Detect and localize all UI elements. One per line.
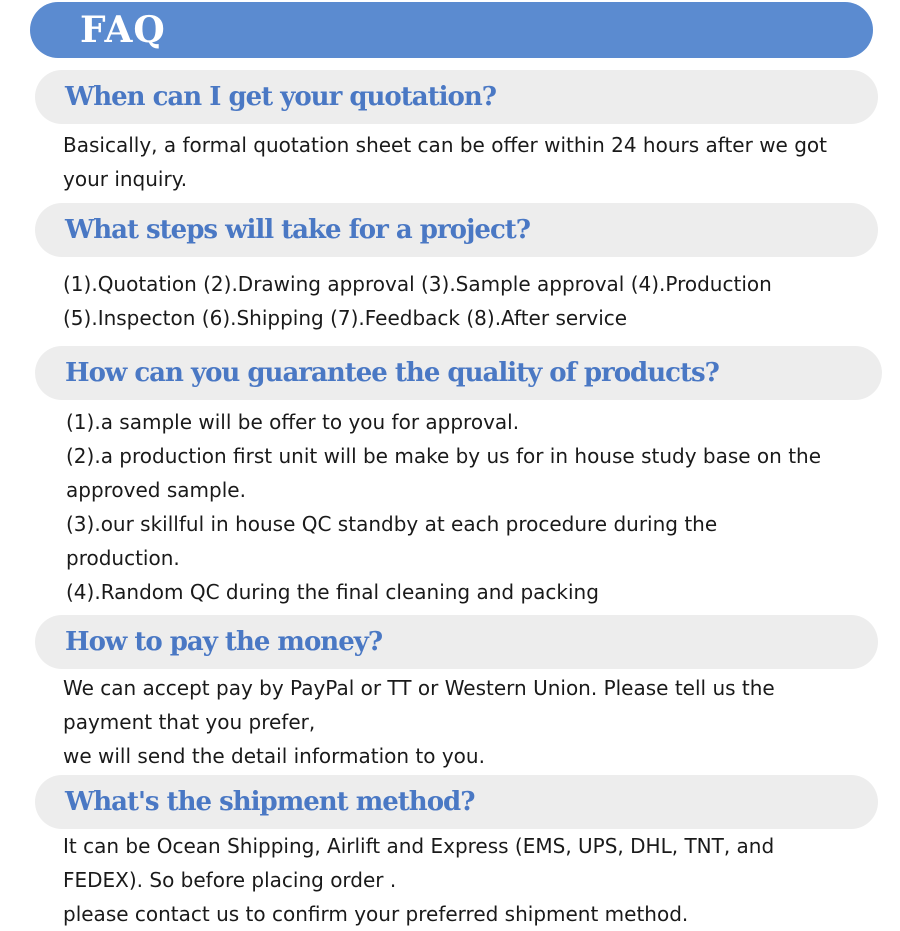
faq-question-bar bbox=[35, 70, 878, 124]
faq-question-bar bbox=[35, 775, 878, 829]
answer-line: (4).Random QC during the final cleaning and packing bbox=[66, 580, 599, 604]
faq-question-bar bbox=[35, 615, 878, 669]
faq-question: What steps will take for a project? bbox=[65, 215, 531, 245]
answer-line: (1).Quotation (2).Drawing approval (3).Sample approval (4).Production bbox=[63, 272, 772, 296]
answer-line: payment that you prefer, bbox=[63, 710, 316, 734]
faq-answer bbox=[63, 267, 772, 335]
answer-line: (5).Inspecton (6).Shipping (7).Feedback (8).After service bbox=[63, 306, 628, 330]
faq-question: How to pay the money? bbox=[65, 627, 383, 657]
faq-answer bbox=[63, 671, 775, 773]
faq-question: How can you guarantee the quality of products? bbox=[65, 358, 719, 388]
answer-line: We can accept pay by PayPal or TT or Western Union. Please tell us the bbox=[63, 676, 775, 700]
faq-answer bbox=[66, 405, 821, 609]
answer-line: (1).a sample will be offer to you for approval. bbox=[66, 410, 520, 434]
answer-line: please contact us to confirm your preferred shipment method. bbox=[63, 902, 689, 926]
answer-line: Basically, a formal quotation sheet can be offer within 24 hours after we got bbox=[63, 133, 827, 157]
faq-question: What's the shipment method? bbox=[65, 787, 475, 817]
faq-header-banner bbox=[30, 2, 873, 58]
answer-line: we will send the detail information to you. bbox=[63, 744, 485, 768]
faq-title: FAQ bbox=[80, 9, 166, 51]
answer-line: FEDEX). So before placing order . bbox=[63, 868, 397, 892]
answer-line: your inquiry. bbox=[63, 167, 188, 191]
answer-line: approved sample. bbox=[66, 478, 246, 502]
answer-line: (3).our skillful in house QC standby at each procedure during the bbox=[66, 512, 718, 536]
faq-question-bar bbox=[35, 346, 882, 400]
answer-line: (2).a production first unit will be make by us for in house study base on the bbox=[66, 444, 822, 468]
faq-question-bar bbox=[35, 203, 878, 257]
answer-line: production. bbox=[66, 546, 180, 570]
faq-answer bbox=[63, 829, 774, 931]
faq-answer bbox=[63, 128, 827, 196]
answer-line: It can be Ocean Shipping, Airlift and Express (EMS, UPS, DHL, TNT, and bbox=[63, 834, 775, 858]
faq-question: When can I get your quotation? bbox=[65, 82, 496, 112]
